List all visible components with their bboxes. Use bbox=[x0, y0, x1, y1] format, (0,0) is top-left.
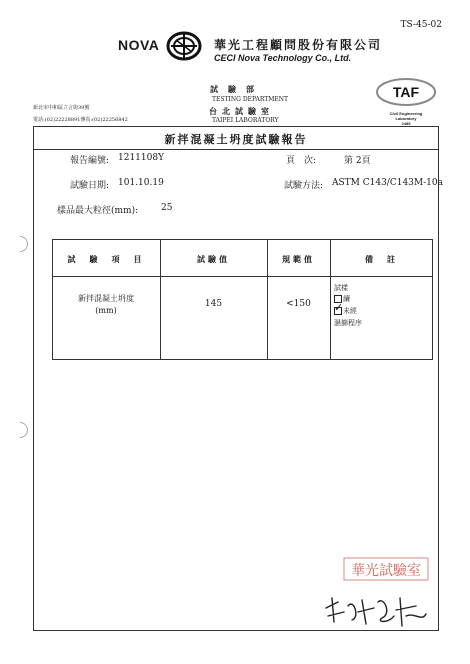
binder-hole bbox=[20, 422, 28, 438]
taf-label-1: Civil Engineering bbox=[389, 111, 423, 116]
table-cell-value: 145 bbox=[204, 299, 223, 309]
remark-title: 試樣 bbox=[334, 284, 348, 292]
taf-logo-icon bbox=[375, 77, 437, 107]
remark-option-label: 未經 bbox=[343, 307, 357, 315]
document-code: TS-45-02 bbox=[400, 20, 442, 30]
test-date-label: 試驗日期: bbox=[70, 181, 110, 191]
page-value: 第 2頁 bbox=[344, 156, 371, 166]
remark-option-label: 續 bbox=[343, 295, 350, 303]
table-header-spec: 規範值 bbox=[282, 254, 315, 264]
table-header-divider bbox=[52, 276, 433, 277]
table-cell-spec: <150 bbox=[286, 299, 311, 309]
table-cell-item-line1: 新拌混凝土坍度 bbox=[78, 294, 134, 303]
page-label: 頁 次: bbox=[286, 156, 317, 166]
department-name-en: TESTING DEPARTMENT bbox=[212, 96, 289, 103]
phone-fax: 電話:(02)22228891傳真:(02)22256842 bbox=[33, 117, 128, 123]
remark-tail: 濕篩程序 bbox=[334, 319, 362, 327]
max-aggregate-value: 25 bbox=[161, 203, 173, 213]
laboratory-name-zh: 台北試驗室 bbox=[209, 106, 274, 116]
company-name-zh: 華光工程顧問股份有限公司 bbox=[214, 38, 383, 52]
stamp-text: 華光試驗室 bbox=[351, 563, 421, 579]
test-date-value: 101.10.19 bbox=[118, 178, 164, 188]
taf-accreditation-badge bbox=[375, 77, 437, 126]
address: 新北市中和區立言街39號 bbox=[33, 105, 90, 111]
company-name-en: CECI Nova Technology Co., Ltd. bbox=[214, 53, 352, 63]
table-cell-item-line2: (mm) bbox=[95, 306, 117, 315]
checkmark-icon: ✓ bbox=[334, 301, 344, 314]
taf-number: 2485 bbox=[401, 121, 411, 126]
report-no-label: 報告編號: bbox=[70, 156, 110, 166]
table-header-value: 試驗值 bbox=[197, 254, 230, 264]
report-no-value: 1211108Y bbox=[118, 153, 165, 163]
taf-label-2: Laboratory bbox=[395, 116, 417, 121]
max-aggregate-label: 樣品最大粒徑(mm): bbox=[57, 206, 139, 216]
title-divider bbox=[33, 149, 439, 150]
remark-option-no-wet-sieve bbox=[334, 301, 357, 316]
table-header-item: 試 驗 項 目 bbox=[67, 254, 145, 264]
test-method-label: 試驗方法: bbox=[284, 181, 324, 191]
company-logo-icon bbox=[166, 31, 202, 65]
taf-logo-text: TAF bbox=[392, 84, 420, 100]
laboratory-name-en: TAIPEI LABORATORY bbox=[212, 117, 279, 124]
handwritten-signature bbox=[322, 588, 432, 634]
report-title: 新拌混凝土坍度試驗報告 bbox=[164, 133, 308, 146]
checkbox-checked bbox=[334, 301, 344, 315]
test-method-value: ASTM C143/C143M-10a bbox=[332, 178, 443, 188]
department-name-zh: 試驗部 bbox=[210, 84, 264, 94]
binder-hole bbox=[20, 236, 28, 252]
table-header-remark: 備 註 bbox=[365, 254, 398, 264]
nova-logo-text: NOVA bbox=[118, 37, 160, 53]
